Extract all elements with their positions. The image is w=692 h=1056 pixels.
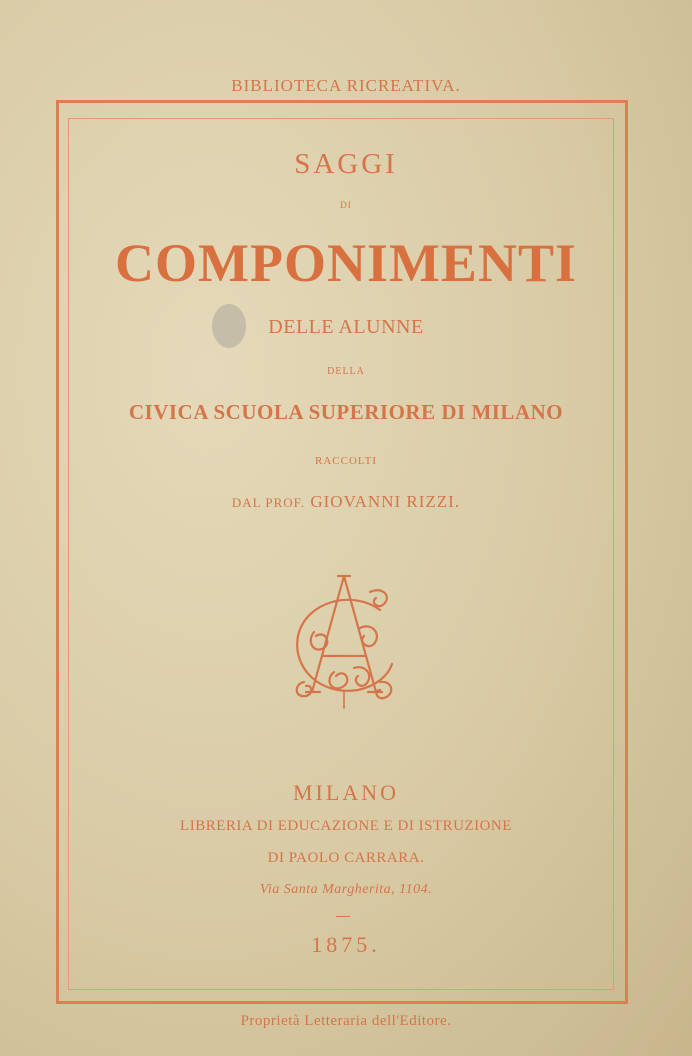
divider <box>336 916 350 917</box>
pretitle: SAGGI <box>294 148 398 180</box>
collector-prefix: DAL PROF. <box>231 495 306 510</box>
city: MILANO <box>293 780 399 805</box>
series-title: BIBLIOTECA RICREATIVA. <box>231 76 461 95</box>
copyright-note: Proprietà Letteraria dell'Editore. <box>240 1013 452 1029</box>
school-name: CIVICA SCUOLA SUPERIORE DI MILANO <box>128 400 564 424</box>
collector-name: GIOVANNI RIZZI. <box>310 492 461 511</box>
connector-raccolti: RACCOLTI <box>315 455 377 467</box>
publisher-line-2: DI PAOLO CARRARA. <box>267 850 425 866</box>
publisher-address: Via Santa Margherita, 1104. <box>259 882 433 897</box>
publisher-line-1: LIBRERIA DI EDUCAZIONE E DI ISTRUZIONE <box>180 818 512 834</box>
connector-di: DI <box>340 200 352 210</box>
collector <box>0 492 692 512</box>
publication-year: 1875. <box>311 932 381 957</box>
ornate-monogram-icon <box>284 572 404 712</box>
subtitle: DELLE ALUNNE <box>268 316 424 338</box>
connector-della: DELLA <box>327 366 365 377</box>
main-title: COMPONIMENTI <box>115 233 577 293</box>
